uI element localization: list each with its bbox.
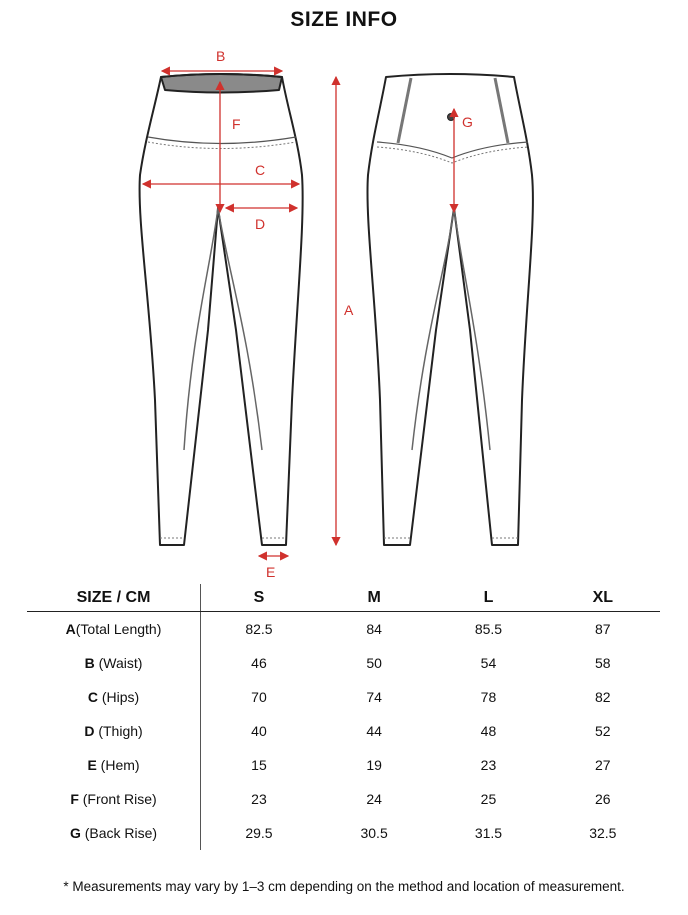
table-cell: 46 bbox=[251, 655, 267, 671]
front-yoke-seam bbox=[148, 137, 296, 144]
front-waistband bbox=[161, 74, 282, 93]
table-row bbox=[27, 714, 660, 748]
table-cell: 19 bbox=[366, 757, 382, 773]
table-cell: 15 bbox=[251, 757, 267, 773]
corner-header: SIZE / CM bbox=[27, 584, 201, 612]
table-cell: 26 bbox=[595, 791, 611, 807]
measurement-code: C bbox=[87, 689, 98, 705]
measurement-code: F bbox=[70, 791, 79, 807]
table-cell: 40 bbox=[251, 723, 267, 739]
size-header: L bbox=[431, 584, 545, 612]
measurement-name bbox=[27, 680, 201, 714]
front-view bbox=[140, 74, 303, 545]
measurement-label: (Front Rise) bbox=[78, 791, 157, 807]
label-g: G bbox=[462, 114, 473, 130]
back-seam-right bbox=[495, 78, 508, 143]
table-cell: 24 bbox=[366, 791, 382, 807]
table-cell: 44 bbox=[366, 723, 382, 739]
measurement-label: (Total Length) bbox=[75, 621, 162, 637]
table-cell: 48 bbox=[480, 723, 497, 739]
label-e: E bbox=[266, 564, 276, 580]
back-outline bbox=[367, 74, 532, 545]
table-cell: 70 bbox=[251, 689, 267, 705]
table-cell: 52 bbox=[595, 723, 611, 739]
label-b: B bbox=[216, 48, 226, 64]
measurement-label: (Hem) bbox=[96, 757, 140, 773]
label-d: D bbox=[255, 216, 266, 232]
back-yoke-stitch bbox=[377, 147, 528, 163]
back-view bbox=[367, 74, 532, 545]
table-cell: 29.5 bbox=[245, 825, 273, 841]
back-inner-leg-left bbox=[412, 208, 454, 450]
table-row bbox=[27, 612, 660, 647]
label-c: C bbox=[255, 162, 266, 178]
table-header-row bbox=[27, 584, 660, 612]
table-row bbox=[27, 782, 660, 816]
measurement-name bbox=[27, 612, 201, 647]
measurement-name bbox=[27, 646, 201, 680]
table-cell: 27 bbox=[595, 757, 611, 773]
measurement-name bbox=[27, 714, 201, 748]
table-cell: 30.5 bbox=[360, 825, 388, 841]
front-inner-leg-left bbox=[184, 208, 218, 450]
measurement-code: D bbox=[84, 723, 95, 739]
size-header: XL bbox=[546, 584, 660, 612]
measurement-label: (Back Rise) bbox=[80, 825, 158, 841]
measurement-name bbox=[27, 748, 201, 782]
size-header: S bbox=[201, 584, 317, 612]
table-cell: 84 bbox=[366, 621, 382, 637]
table-cell: 32.5 bbox=[589, 825, 617, 841]
measurement-code: G bbox=[69, 825, 81, 841]
page-title: SIZE INFO bbox=[290, 8, 398, 31]
measurement-label: (Waist) bbox=[94, 655, 143, 671]
table-cell: 23 bbox=[251, 791, 267, 807]
size-table bbox=[27, 584, 660, 850]
table-cell: 87 bbox=[595, 621, 611, 637]
table-cell: 23 bbox=[480, 757, 497, 773]
back-inner-leg-right bbox=[454, 208, 490, 450]
label-f: F bbox=[232, 116, 241, 132]
table-cell: 82.5 bbox=[245, 621, 273, 637]
measurement-note: * Measurements may vary by 1–3 cm depending on the method and location of measurement. bbox=[63, 879, 625, 894]
measurement-code: B bbox=[84, 655, 95, 671]
table-cell: 25 bbox=[480, 791, 497, 807]
table-row bbox=[27, 680, 660, 714]
table-row bbox=[27, 748, 660, 782]
table-row bbox=[27, 816, 660, 850]
measurement-code: E bbox=[87, 757, 97, 773]
label-a: A bbox=[344, 302, 354, 318]
table-row bbox=[27, 646, 660, 680]
table-cell: 31.5 bbox=[474, 825, 503, 841]
size-header: M bbox=[317, 584, 431, 612]
back-seam-left bbox=[398, 78, 411, 143]
table-cell: 50 bbox=[366, 655, 382, 671]
table-cell: 78 bbox=[480, 689, 497, 705]
table-cell: 85.5 bbox=[474, 621, 503, 637]
front-inner-leg-right bbox=[218, 208, 262, 450]
measurement-code: A bbox=[65, 621, 76, 637]
table-cell: 58 bbox=[595, 655, 611, 671]
measurement-name bbox=[27, 816, 201, 850]
table-cell: 74 bbox=[366, 689, 382, 705]
back-yoke-seam bbox=[377, 142, 528, 158]
table-cell: 54 bbox=[480, 655, 497, 671]
measurement-label: (Thigh) bbox=[94, 723, 143, 739]
table-cell: 82 bbox=[595, 689, 611, 705]
measurement-label: (Hips) bbox=[97, 689, 140, 705]
measurement-name bbox=[27, 782, 201, 816]
